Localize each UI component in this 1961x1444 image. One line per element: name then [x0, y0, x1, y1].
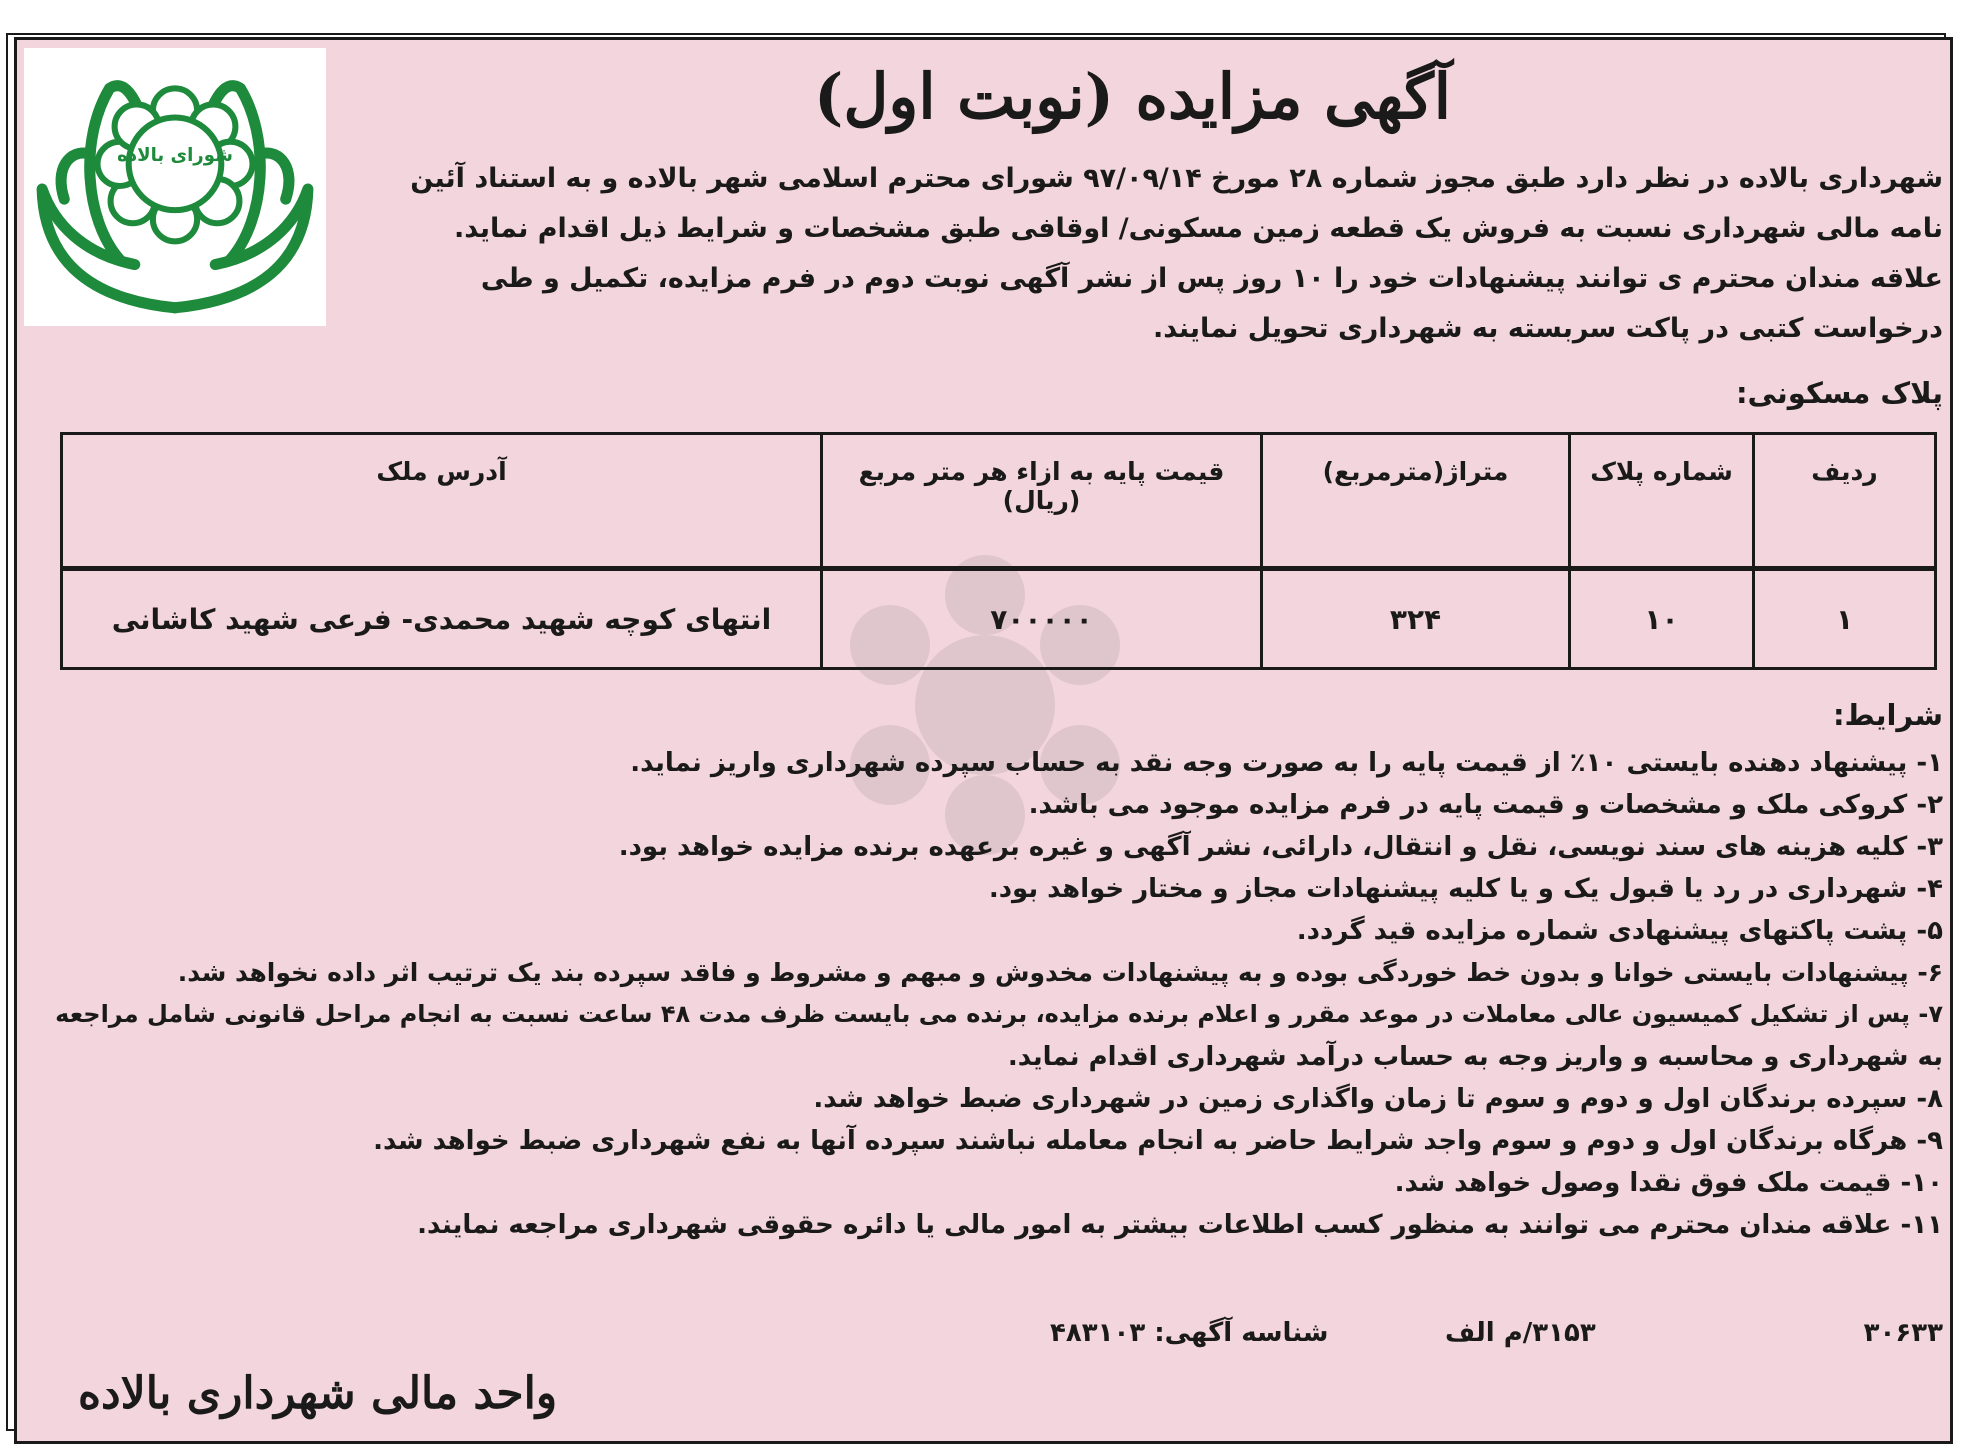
table-header-row — [62, 434, 1936, 569]
cell-base-price: ۷۰۰۰۰۰ — [822, 569, 1262, 669]
ad-id: شناسه آگهی: ۴۸۳۱۰۳ — [1050, 1318, 1329, 1348]
logo-emblem-icon — [24, 48, 326, 326]
cell-address: انتهای کوچه شهید محمدی- فرعی شهید کاشانی — [62, 569, 822, 669]
footer-code: ۳۱۵۳/م الف — [1445, 1318, 1596, 1348]
footer-number: ۳۰۶۳۳ — [1863, 1318, 1943, 1348]
intro-line-1: شهرداری بالاده در نظر دارد طبق مجوز شماره ۲۸ مورخ ۹۷/۰۹/۱۴ شورای محترم اسلامی شهر بالاده و به استناد آئین — [410, 163, 1943, 194]
header-base-price: قیمت پایه به ازاء هر متر مربع (ریال) — [822, 434, 1262, 569]
city-council-logo — [24, 48, 326, 326]
header-row-number: ردیف — [1754, 434, 1936, 569]
condition-4: ۴- شهرداری در رد یا قبول یک و یا کلیه پیشنهادات مجاز و مختار خواهد بود. — [988, 874, 1943, 904]
condition-7-continued: به شهرداری و محاسبه و واریز وجه به حساب درآمد شهرداری اقدام نماید. — [1007, 1042, 1943, 1072]
table-row — [62, 569, 1936, 669]
page-title: آگهی مزایده (نوبت اول) — [814, 60, 1451, 133]
header-area: متراژ(مترمربع) — [1262, 434, 1570, 569]
cell-row-number: ۱ — [1754, 569, 1936, 669]
header-plaque-number: شماره پلاک — [1570, 434, 1754, 569]
condition-1: ۱- پیشنهاد دهنده بایستی ۱۰٪ از قیمت پایه را به صورت وجه نقد به حساب سپرده شهرداری واریز نماید. — [630, 748, 1943, 778]
condition-3: ۳- کلیه هزینه های سند نویسی، نقل و انتقال، دارائی، نشر آگهی و غیره برعهده برنده مزایده خواهد بود. — [618, 832, 1943, 862]
condition-2: ۲- کروکی ملک و مشخصات و قیمت پایه در فرم مزایده موجود می باشد. — [1028, 790, 1943, 820]
condition-8: ۸- سپرده برندگان اول و دوم و سوم تا زمان واگذاری زمین در شهرداری ضبط خواهد شد. — [813, 1084, 1943, 1114]
header-address: آدرس ملک — [62, 434, 822, 569]
issuer-signature: واحد مالی شهرداری بالاده — [78, 1368, 558, 1419]
intro-line-2: نامه مالی شهرداری نسبت به فروش یک قطعه زمین مسکونی/ اوقافی طبق مشخصات و شرایط ذیل اقدام نماید. — [453, 213, 1943, 244]
intro-line-3: علاقه مندان محترم ی توانند پیشنهادات خود را ۱۰ روز پس از نشر آگهی نوبت دوم در فرم مزایده، تکمیل و طی — [480, 263, 1943, 294]
condition-9: ۹- هرگاه برندگان اول و دوم و سوم واجد شرایط حاضر به انجام معامله نباشند سپرده آنها به نفع شهرداری ضبط خواهد شد. — [373, 1126, 1943, 1156]
cell-plaque-number: ۱۰ — [1570, 569, 1754, 669]
condition-10: ۱۰- قیمت ملک فوق نقدا وصول خواهد شد. — [1394, 1168, 1943, 1198]
intro-line-4: درخواست کتبی در پاکت سربسته به شهرداری تحویل نمایند. — [1153, 313, 1943, 344]
plaque-label: پلاک مسکونی: — [1735, 376, 1943, 410]
condition-5: ۵- پشت پاکتهای پیشنهادی شماره مزایده قید گردد. — [1296, 916, 1943, 946]
condition-6: ۶- پیشنهادات بایستی خوانا و بدون خط خوردگی بوده و به پیشنهادات مخدوش و مبهم و مشروط و فاقد سپرده بند یک ترتیب اثر داده نخواهد شد. — [177, 958, 1943, 987]
logo-text: شورای بالاده — [117, 144, 233, 166]
conditions-title: شرایط: — [1832, 698, 1943, 732]
cell-area: ۳۲۴ — [1262, 569, 1570, 669]
condition-11: ۱۱- علاقه مندان محترم می توانند به منظور کسب اطلاعات بیشتر به امور مالی یا دائره حقوقی شهرداری مراجعه نمایند. — [417, 1210, 1943, 1240]
property-table — [60, 432, 1937, 670]
condition-7: ۷- پس از تشکیل کمیسیون عالی معاملات در موعد مقرر و اعلام برنده مزایده، برنده می بایست ظرف مدت ۴۸ ساعت نسبت به انجام مراحل قانونی شامل مراجعه — [55, 1000, 1943, 1028]
